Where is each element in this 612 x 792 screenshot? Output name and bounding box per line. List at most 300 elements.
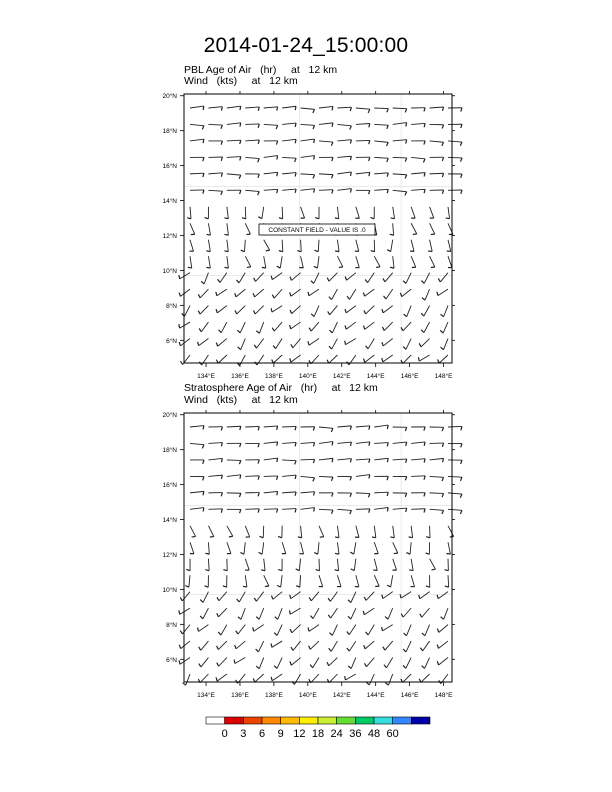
wind-barb [430, 493, 444, 497]
wind-barb [264, 442, 278, 446]
wind-barb-flag [348, 666, 351, 669]
wind-barb-flag [382, 309, 383, 313]
wind-barb-flag [422, 298, 425, 301]
wind-barb-flag [385, 683, 388, 686]
wind-barb-shaft [382, 625, 392, 631]
wind-barb-shaft [330, 306, 338, 315]
wind-barb-flag [239, 460, 240, 464]
wind-barb [282, 157, 296, 162]
wind-barb [393, 174, 407, 179]
wind-barb-flag [329, 633, 332, 636]
wind-barb-flag [277, 172, 278, 176]
wind-barb-shaft [393, 123, 407, 125]
wind-barb-shaft [264, 559, 265, 571]
wind-barb-shaft [448, 256, 452, 267]
wind-barb [310, 658, 319, 668]
wind-barb-flag [295, 189, 296, 193]
wind-barb [190, 491, 204, 495]
wind-barb-shaft [346, 339, 356, 345]
wind-barb-shaft [281, 575, 282, 587]
wind-barb [393, 559, 397, 570]
wind-barb-flag [221, 125, 222, 129]
wind-barb-shaft [282, 509, 296, 510]
wind-barb-shaft [314, 273, 319, 284]
wind-barb-shaft [245, 256, 251, 267]
wind-barb-flag [350, 459, 351, 463]
wind-barb-flag [332, 458, 333, 462]
wind-barb [185, 575, 190, 587]
wind-barb [237, 592, 246, 602]
wind-barb [262, 256, 266, 268]
wind-barb-shaft [256, 273, 264, 282]
wind-barb-shaft [217, 674, 227, 681]
wind-barb-shaft [262, 542, 264, 554]
wind-barb [411, 256, 416, 267]
wind-barb-flag [256, 617, 259, 620]
wind-barb-shaft [319, 442, 333, 444]
wind-barb [337, 189, 351, 193]
wind-barb [218, 273, 227, 283]
wind-barb-shaft [190, 443, 204, 444]
wind-barb-shaft [430, 493, 444, 494]
wind-barb-flag [387, 476, 388, 480]
wind-barb-shaft [393, 157, 407, 158]
wind-barb-shaft [411, 509, 425, 510]
wind-barb-shaft [332, 322, 337, 333]
wind-barb [393, 493, 407, 497]
wind-barb-shaft [245, 526, 249, 537]
wind-barb-shaft [245, 140, 259, 141]
wind-barb [298, 526, 302, 538]
wind-barb-flag [234, 660, 235, 664]
wind-barb-shaft [182, 592, 190, 601]
wind-barb [264, 426, 278, 430]
wind-barb [216, 306, 227, 313]
wind-barb-shaft [208, 458, 222, 460]
wind-barb-shaft [272, 273, 282, 280]
wind-barb-shaft [337, 509, 351, 510]
wind-barb-shaft [301, 256, 304, 268]
wind-barb-shaft [256, 592, 263, 602]
wind-barb [448, 190, 462, 194]
wind-barb-shaft [208, 240, 210, 252]
wind-barb-flag [258, 476, 259, 480]
wind-barb-shaft [448, 493, 462, 494]
wind-barb-flag [350, 510, 352, 514]
wind-barb [208, 427, 222, 431]
wind-barb-shaft [356, 207, 360, 218]
wind-barb-flag [291, 647, 293, 650]
wind-barb-shaft [180, 322, 190, 328]
wind-barb-shaft [448, 476, 462, 477]
wind-barb [409, 559, 413, 571]
wind-barb [440, 322, 448, 333]
wind-barb-flag [387, 425, 388, 429]
wind-barb [301, 189, 315, 193]
wind-barb [256, 322, 263, 333]
wind-barb [227, 174, 241, 179]
wind-barb-flag [461, 426, 462, 430]
wind-barb [290, 592, 301, 599]
wind-barb [347, 641, 356, 651]
wind-barb [363, 322, 374, 329]
wind-barb-shaft [199, 339, 209, 346]
wind-barb [335, 526, 339, 538]
wind-barb [198, 289, 208, 298]
wind-barb-flag [221, 458, 222, 462]
wind-barb-flag [369, 442, 370, 446]
wind-barb [411, 123, 425, 127]
wind-barb [355, 256, 359, 267]
wind-barb-shaft [262, 207, 264, 219]
wind-barb-shaft [440, 273, 448, 282]
wind-barb-flag [424, 141, 425, 145]
wind-barb [190, 426, 204, 430]
wind-barb [199, 658, 209, 667]
wind-barb-flag [295, 426, 296, 430]
wind-barb-flag [238, 347, 241, 350]
wind-barb-flag [179, 610, 180, 614]
wind-barb-flag [179, 342, 180, 346]
wind-barb-flag [272, 328, 274, 331]
wind-barb [356, 108, 370, 113]
wind-barb [393, 476, 407, 480]
wind-barb [208, 526, 213, 537]
wind-barb [261, 559, 265, 571]
wind-barb [390, 223, 394, 235]
wind-barb-flag [203, 139, 204, 143]
wind-barb-flag [446, 554, 450, 555]
wind-barb [308, 625, 319, 632]
wind-barb-shaft [185, 306, 190, 317]
wind-barb-flag [203, 157, 204, 161]
wind-barb-flag [426, 553, 430, 554]
wind-barb [264, 509, 278, 513]
wind-barb-shaft [368, 339, 374, 349]
wind-barb-flag [277, 585, 281, 587]
wind-barb-flag [313, 109, 315, 113]
wind-barb-shaft [314, 306, 319, 317]
wind-barb [420, 641, 429, 651]
wind-barb [258, 207, 263, 219]
wind-barb [319, 123, 333, 127]
wind-barb-flag [350, 477, 351, 481]
wind-barb-flag [289, 610, 290, 614]
wind-barb-shaft [374, 124, 388, 125]
wind-barb-flag [350, 426, 351, 430]
wind-barb-shaft [273, 592, 282, 600]
wind-barb-flag [276, 125, 278, 129]
wind-barb [205, 559, 209, 571]
wind-barb [446, 207, 450, 219]
wind-barb-flag [368, 494, 369, 498]
wind-barb-shaft [280, 256, 282, 268]
wind-barb [401, 674, 411, 682]
wind-barb [356, 123, 370, 127]
wind-barb [227, 157, 241, 161]
wind-barb [264, 156, 278, 160]
wind-barb-shaft [301, 189, 315, 191]
wind-barb [282, 460, 296, 464]
wind-barb [217, 592, 227, 601]
wind-barb [446, 542, 450, 554]
wind-barb-shaft [393, 207, 395, 219]
wind-barb-shaft [393, 108, 407, 109]
wind-barb [271, 641, 282, 647]
wind-barb-shaft [337, 189, 351, 191]
wind-barb-flag [240, 123, 241, 127]
wind-barb [370, 207, 374, 219]
wind-barb [309, 641, 319, 649]
wind-barb [245, 509, 259, 513]
wind-barb-flag [247, 267, 251, 268]
wind-barb [387, 575, 393, 587]
lat-tick-label: 16°N [162, 482, 177, 490]
wind-barb [224, 240, 228, 252]
wind-barb-flag [443, 458, 444, 462]
wind-barb [356, 493, 370, 497]
wind-barb [382, 625, 393, 631]
lat-tick-label: 10°N [162, 267, 177, 275]
wind-barb-flag [206, 267, 210, 268]
wind-barb-shaft [245, 476, 259, 477]
wind-barb [337, 476, 351, 480]
wind-barb [390, 526, 394, 538]
wind-barb-flag [351, 189, 352, 193]
wind-barb-shaft [282, 106, 296, 108]
wind-barb-flag [461, 174, 462, 178]
wind-barb-shaft [282, 123, 296, 124]
wind-barb [418, 355, 429, 361]
wind-barb [241, 240, 245, 252]
wind-barb-flag [258, 443, 259, 447]
wind-barb-flag [314, 189, 315, 193]
wind-barb-shaft [218, 339, 227, 347]
wind-barb [274, 625, 282, 636]
wind-barb-flag [240, 106, 241, 110]
wind-barb-flag [406, 442, 407, 446]
wind-barb-shaft [430, 240, 433, 252]
wind-barb-shaft [374, 542, 378, 553]
colorbar-label: 0 [221, 728, 228, 740]
wind-barb [206, 256, 210, 268]
wind-barb-shaft [227, 174, 241, 175]
wind-barb [437, 289, 448, 295]
wind-barb-shaft [264, 509, 278, 510]
wind-barb-shaft [337, 542, 339, 554]
wind-barb-shaft [356, 256, 359, 267]
wind-barb-flag [442, 142, 444, 146]
wind-barb-flag [224, 251, 228, 252]
wind-barb-shaft [245, 426, 259, 427]
wind-barb-shaft [393, 526, 395, 538]
wind-barb [364, 306, 374, 314]
wind-barb-flag [369, 426, 370, 430]
wind-barb [374, 141, 388, 146]
wind-barb [411, 207, 415, 218]
wind-barb-flag [329, 330, 332, 333]
wind-barb-flag [376, 267, 380, 268]
wind-barb-shaft [264, 256, 266, 268]
wind-barb [426, 526, 430, 538]
wind-barb-flag [363, 326, 364, 330]
wind-barb [335, 207, 339, 219]
wind-barb-flag [390, 537, 394, 538]
wind-barb-flag [314, 442, 315, 446]
wind-barb-flag [437, 292, 438, 296]
wind-barb-shaft [264, 156, 278, 158]
wind-barb [393, 442, 407, 446]
wind-barb-flag [199, 647, 201, 650]
wind-barb-shaft [208, 256, 210, 268]
wind-barb [301, 124, 315, 129]
wind-barb-shaft [420, 592, 430, 599]
wind-barb [382, 306, 393, 313]
wind-barb-flag [445, 586, 449, 587]
wind-barb [245, 140, 259, 144]
wind-barb [328, 592, 337, 602]
wind-barb-shaft [356, 140, 370, 141]
wind-barb-flag [329, 297, 332, 300]
wind-barb-flag [370, 217, 374, 218]
wind-barb-shaft [259, 608, 263, 619]
wind-barb-shaft [337, 172, 351, 174]
wind-barb [319, 458, 333, 462]
wind-barb [227, 106, 241, 110]
lat-tick-label: 6°N [166, 656, 177, 664]
wind-barb-shaft [423, 641, 430, 651]
wind-barb-shaft [365, 289, 375, 296]
wind-barb [300, 542, 304, 554]
wind-barb-flag [460, 477, 461, 481]
wind-barb-shaft [264, 172, 278, 174]
wind-barb-flag [369, 172, 370, 176]
wind-barb [216, 674, 227, 681]
wind-barb-flag [432, 569, 436, 570]
wind-barb [200, 608, 208, 619]
wind-barb-shaft [190, 426, 204, 427]
wind-barb [319, 526, 324, 537]
wind-barb-flag [424, 123, 425, 127]
wind-barb [374, 108, 388, 112]
wind-barb-flag [348, 616, 351, 619]
wind-barb-shaft [319, 509, 333, 510]
wind-barb [253, 306, 263, 314]
wind-barb-shaft [430, 223, 435, 234]
wind-barb-shaft [282, 240, 283, 252]
wind-barb-flag [277, 107, 278, 111]
colorbar-label: 36 [349, 728, 362, 740]
wind-barb [290, 355, 301, 362]
wind-barb-flag [241, 250, 245, 252]
wind-barb-shaft [244, 240, 245, 252]
wind-barb-shaft [374, 173, 388, 174]
wind-barb [264, 476, 278, 480]
wind-barb [406, 542, 411, 554]
wind-barb-shaft [190, 223, 195, 234]
wind-barb-flag [424, 442, 425, 446]
wind-barb-shaft [311, 592, 319, 601]
wind-barb [190, 542, 194, 553]
wind-barb-shaft [444, 339, 448, 350]
wind-barb-shaft [208, 443, 222, 444]
colorbar-box [243, 717, 262, 724]
wind-barb-flag [442, 157, 443, 161]
wind-barb-flag [295, 492, 296, 496]
wind-barb-shaft [411, 256, 416, 267]
wind-barb [208, 443, 222, 447]
wind-barb-shaft [208, 509, 222, 510]
wind-barb-shaft [393, 459, 407, 460]
wind-barb-flag [461, 108, 462, 112]
wind-barb-shaft [354, 559, 356, 571]
wind-barb-shaft [219, 658, 227, 667]
wind-barb-shaft [329, 658, 338, 666]
colorbar [206, 717, 430, 724]
wind-barb [437, 625, 448, 633]
wind-barb [235, 289, 246, 297]
wind-barb [208, 458, 222, 462]
wind-barb [364, 641, 375, 649]
wind-barb-flag [345, 676, 346, 680]
wind-barb-flag [369, 475, 370, 479]
wind-barb-flag [366, 346, 369, 349]
wind-barb-shaft [227, 475, 241, 477]
wind-barb-shaft [282, 189, 296, 190]
wind-barb [410, 240, 414, 252]
wind-barb-flag [313, 427, 314, 431]
wind-barb-shaft [264, 240, 270, 250]
wind-barb-flag [314, 553, 318, 555]
wind-barb-shaft [218, 641, 227, 649]
wind-barb-shaft [444, 608, 448, 619]
wind-barb [282, 106, 296, 110]
wind-barb-flag [256, 649, 259, 652]
wind-barb-flag [369, 509, 370, 513]
wind-barb-shaft [403, 674, 411, 682]
wind-barb [197, 625, 208, 632]
lon-tick-label: 144°E [366, 692, 385, 699]
wind-barb-flag [405, 158, 406, 162]
wind-barb [260, 526, 264, 538]
wind-barb [329, 289, 338, 299]
wind-barb [348, 592, 356, 603]
wind-barb-shaft [337, 156, 351, 157]
wind-barb-flag [221, 107, 222, 111]
wind-barb-shaft [411, 526, 412, 538]
wind-barb [337, 509, 351, 514]
wind-barb-flag [442, 443, 443, 447]
wind-barb-shaft [424, 306, 430, 317]
lon-tick-label: 146°E [400, 373, 419, 380]
wind-barb [290, 322, 301, 329]
wind-barb [430, 443, 444, 447]
wind-barb-flag [403, 347, 406, 350]
wind-barb-flag [313, 175, 315, 179]
colorbar-box [393, 717, 412, 724]
wind-barb-flag [297, 251, 301, 252]
wind-barb-flag [274, 633, 277, 636]
wind-barb-shaft [411, 173, 425, 174]
wind-barb [179, 339, 190, 346]
wind-barb-shaft [313, 658, 319, 668]
wind-barb-flag [461, 190, 462, 194]
wind-barb [188, 256, 192, 268]
wind-barb [448, 256, 452, 267]
wind-barb-flag [424, 173, 425, 177]
wind-barb-shaft [448, 542, 450, 554]
wind-barb [198, 339, 209, 346]
